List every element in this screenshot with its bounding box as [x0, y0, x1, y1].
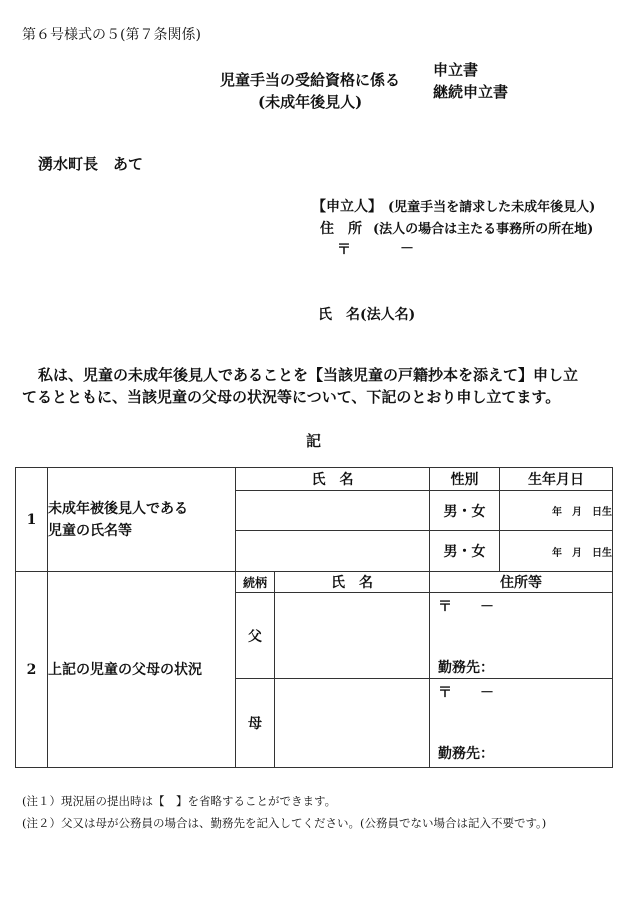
father-name-field[interactable] — [275, 593, 430, 679]
birth-date-header: 生年月日 — [500, 468, 613, 491]
child-1-gender[interactable]: 男・女 — [430, 491, 500, 531]
mother-postal: 〒 － — [438, 685, 494, 701]
address-header: 住所等 — [430, 572, 613, 593]
child-1-name-field[interactable] — [236, 491, 430, 531]
mother-work-label: 勤務先： — [438, 746, 494, 762]
applicant-label: 【申立人】 — [312, 199, 382, 215]
child-2-gender[interactable]: 男・女 — [430, 531, 500, 572]
section-1-number: 1 — [16, 468, 48, 572]
document-type-option-2: 継続申立書 — [433, 83, 509, 101]
father-address-cell[interactable] — [430, 593, 613, 679]
child-2-birth-date[interactable]: 年 月 日生 — [500, 531, 613, 572]
section-1-label-line-1: 未成年被後見人である — [48, 500, 188, 517]
note-2: (注２）父又は母が公務員の場合は、勤務先を記入してください。(公務員でない場合は記入不要です。) — [22, 816, 547, 830]
statement-line-2: てるとともに、当該児童の父母の状況等について、下記のとおり申し立てます。 — [22, 388, 561, 406]
section-2-label: 上記の児童の父母の状況 — [48, 572, 236, 768]
addressee: 湧水町長 あて — [38, 155, 144, 173]
father-postal: 〒 － — [438, 599, 494, 615]
mother-name-field[interactable] — [275, 679, 430, 768]
gender-header: 性別 — [430, 468, 500, 491]
note-1: (注１）現況届の提出時は【 】を省略することができます。 — [22, 794, 337, 808]
mother-address-cell[interactable] — [430, 679, 613, 768]
statement-line-1: 私は、児童の未成年後見人であることを【当該児童の戸籍抄本を添えて】申し立 — [38, 366, 579, 384]
applicant-name-label: 氏 名(法人名) — [318, 307, 416, 323]
father-relation: 父 — [236, 593, 275, 679]
address-label: 住 所 — [320, 221, 362, 237]
document-subtitle: (未成年後見人) — [258, 93, 363, 111]
section-2-number: 2 — [16, 572, 48, 768]
father-work-label: 勤務先： — [438, 660, 494, 676]
mother-relation: 母 — [236, 679, 275, 768]
applicant-note: (児童手当を請求した未成年後見人) — [388, 200, 596, 215]
child-name-header: 氏 名 — [236, 468, 430, 491]
details-table — [15, 467, 613, 768]
relation-header: 続柄 — [236, 572, 275, 593]
address-note: (法人の場合は主たる事務所の所在地) — [373, 222, 594, 237]
document-title: 児童手当の受給資格に係る — [220, 71, 401, 89]
postal-mark: 〒 — [337, 242, 351, 258]
section-1-label-line-2: 児童の氏名等 — [48, 522, 132, 539]
child-1-birth-date[interactable]: 年 月 日生 — [500, 491, 613, 531]
child-2-name-field[interactable] — [236, 531, 430, 572]
parent-name-header: 氏 名 — [275, 572, 430, 593]
document-type-option-1: 申立書 — [433, 61, 479, 79]
section-1-label — [48, 468, 236, 572]
postal-dash: － — [400, 241, 414, 257]
form-number: 第６号様式の５(第７条関係) — [22, 27, 201, 43]
ki-heading: 記 — [306, 432, 322, 450]
